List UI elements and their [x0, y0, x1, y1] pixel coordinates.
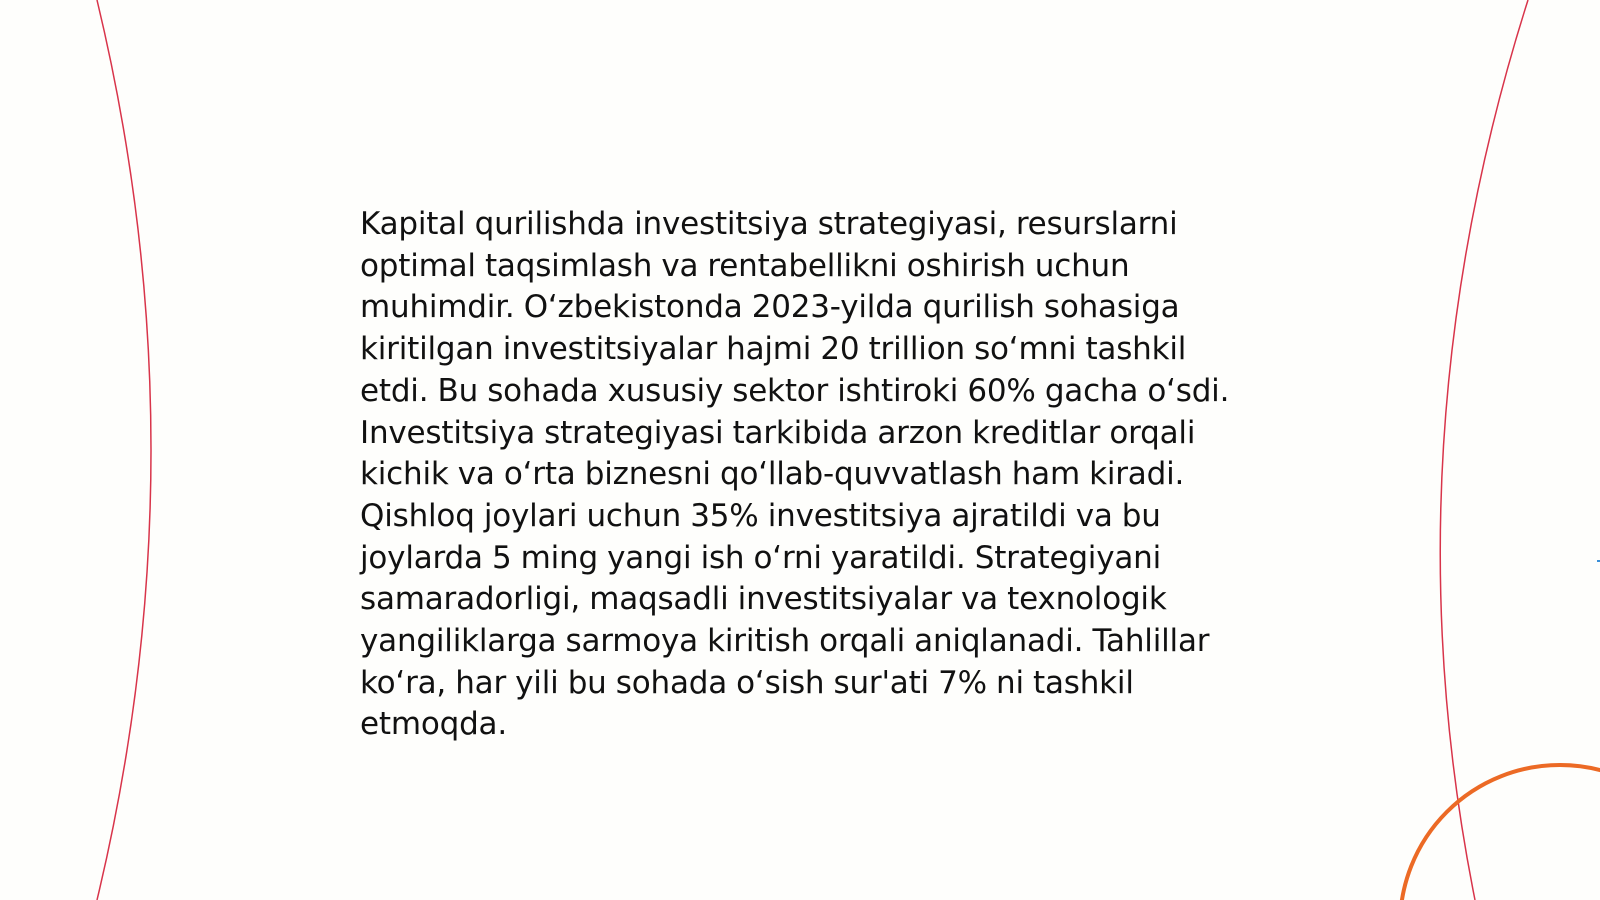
body-paragraph: Kapital qurilishda investitsiya strategiyasi, resurslarni optimal taqsimlash va rentabellikni oshirish uchun muhimdir. O‘zbekistonda 2023-yilda qurilish sohasiga kiritilgan investitsiyalar hajmi 20 trillion so‘mni tashkil etdi. Bu sohada xususiy sektor ishtiroki 60% gacha o‘sdi. Investitsiya strategiyasi tarkibida arzon kreditlar orqali kichik va o‘rta biznesni qo‘llab-quvvatlash ham kiradi. Qishloq joylari uchun 35% investitsiya ajratildi va bu joylarda 5 ming yangi ish o‘rni yaratildi. Strategiyani samaradorligi, maqsadli investitsiyalar va texnologik yangiliklarga sarmoya kiritish orqali aniqlanadi. Tahlillar ko‘ra, har yili bu sohada o‘sish sur'ati 7% ni tashkil etmoqda. [360, 206, 1230, 743]
left-curve-line [97, 0, 151, 900]
right-curve-line [1440, 0, 1528, 900]
orange-arc [1400, 765, 1600, 900]
